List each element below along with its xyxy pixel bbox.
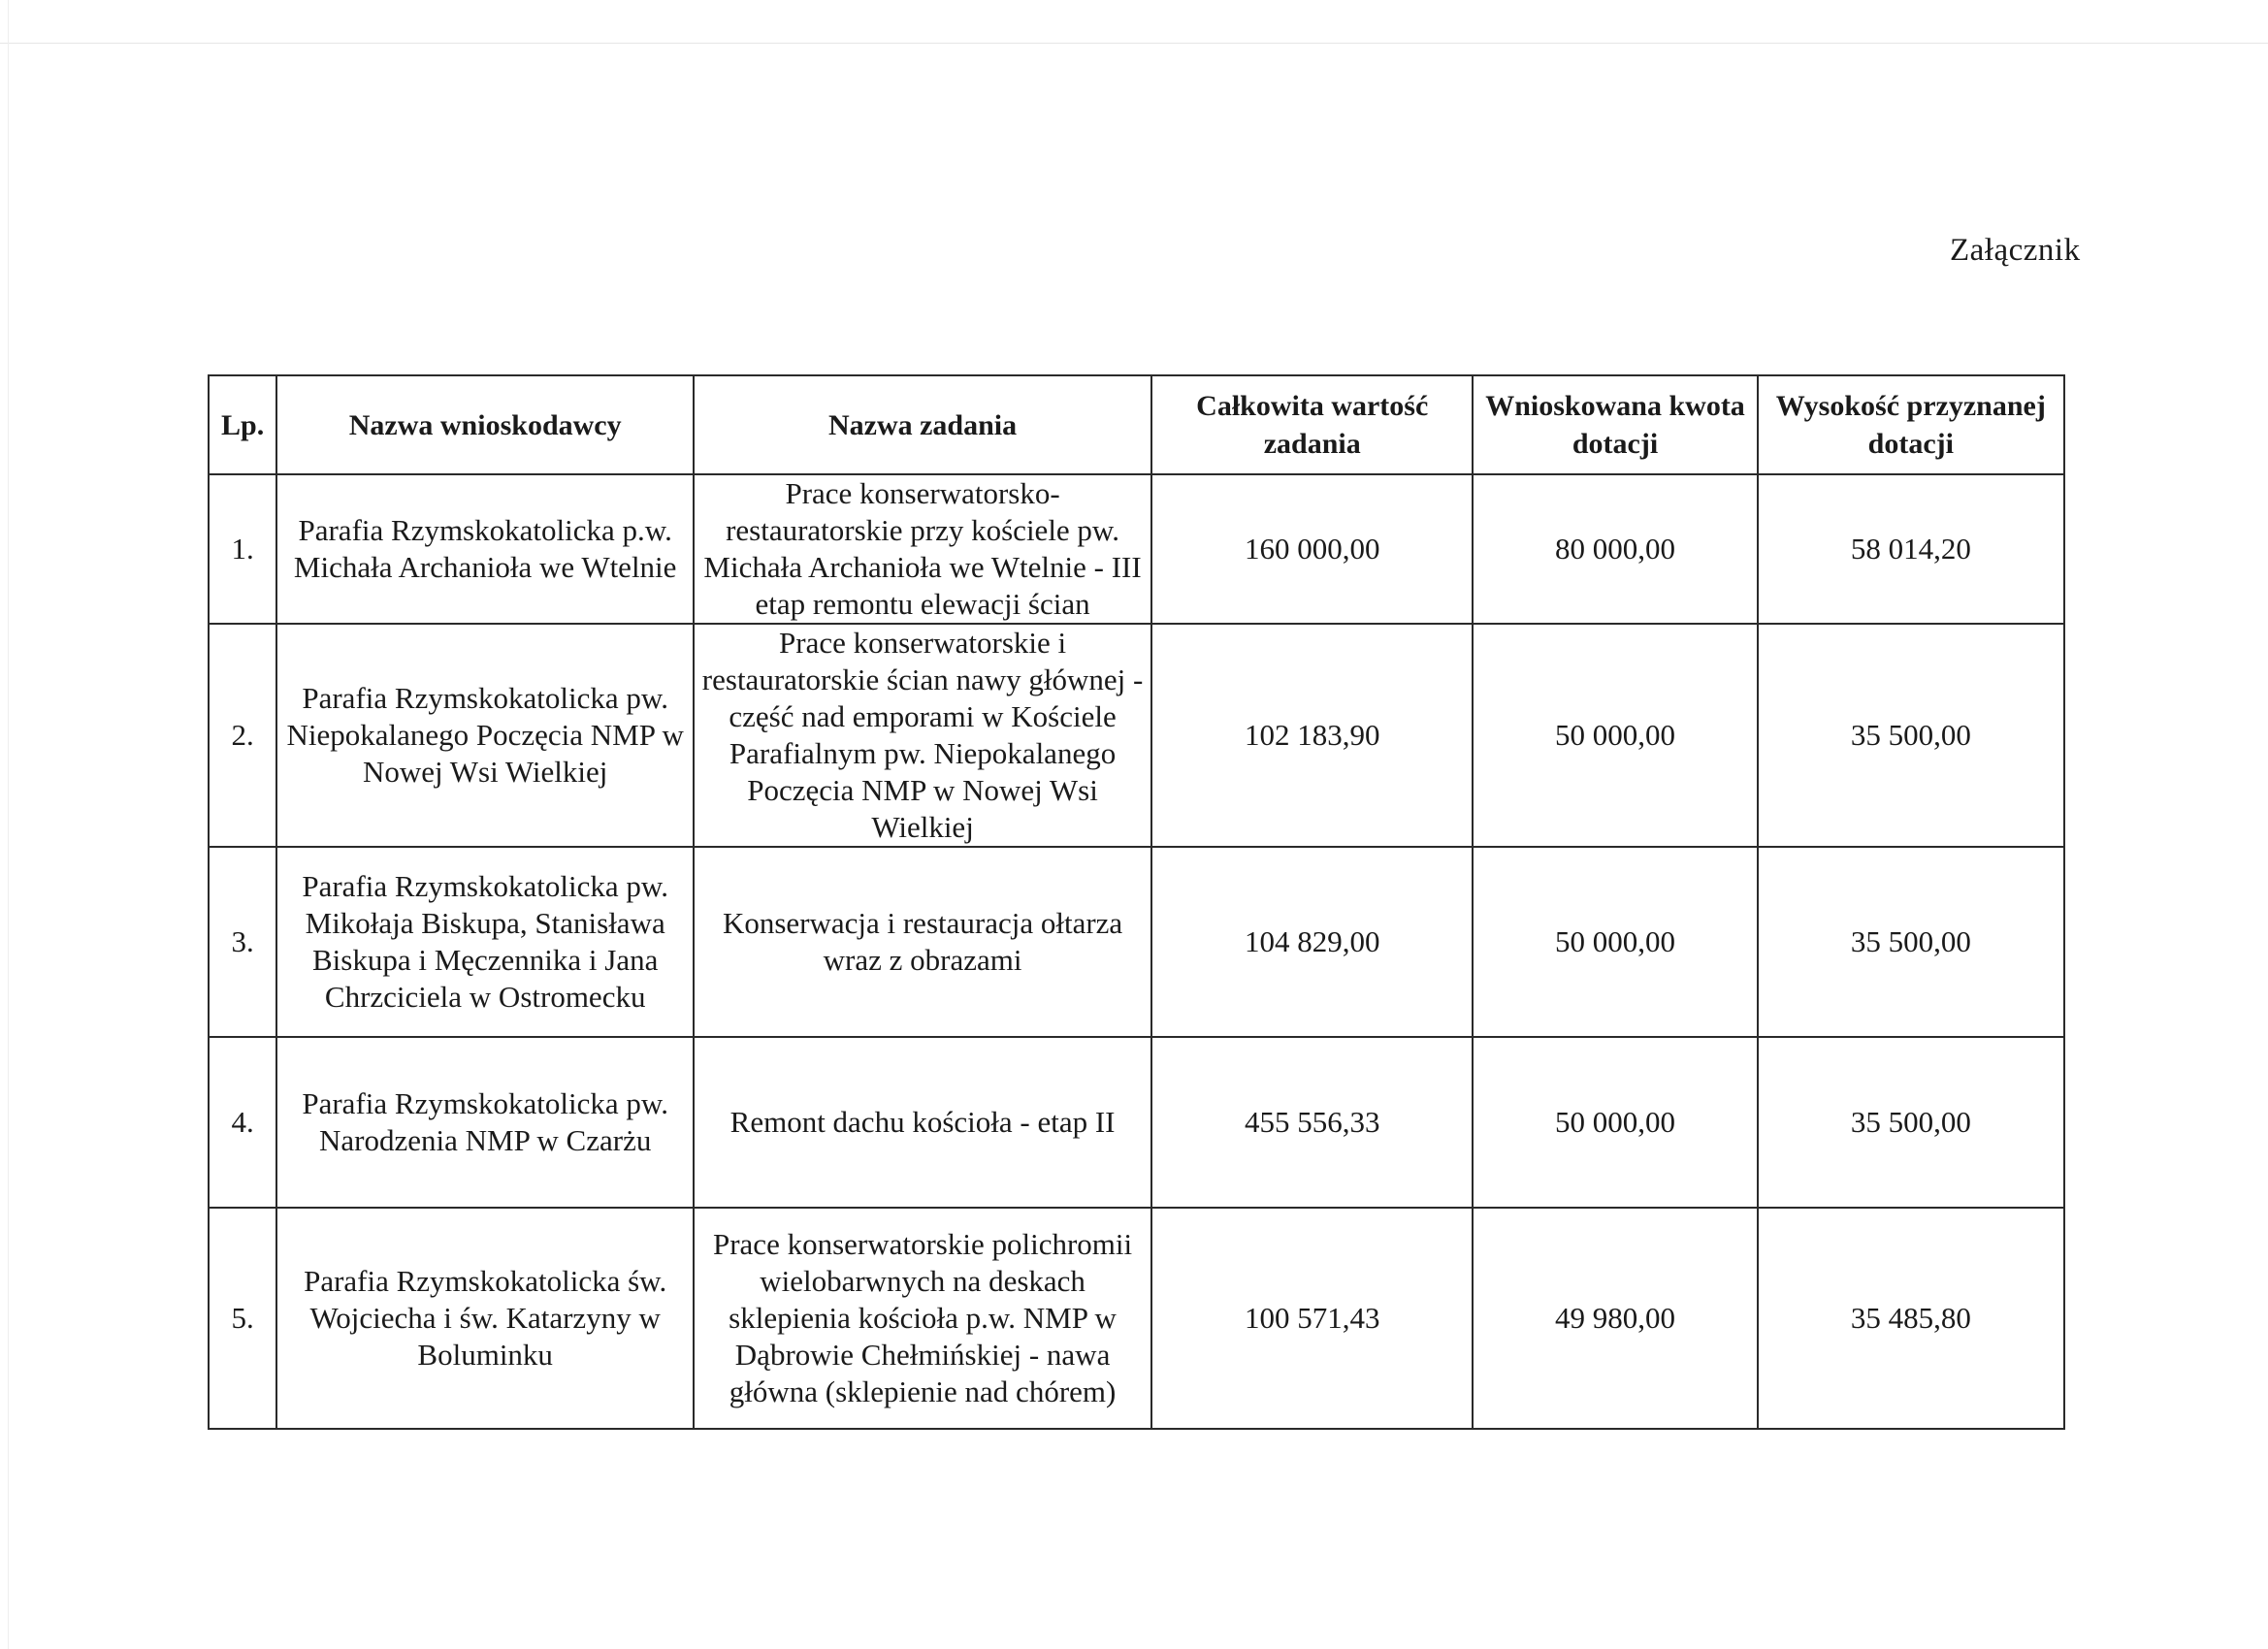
grants-table (208, 374, 2065, 1430)
cell-total-value: 104 829,00 (1151, 847, 1473, 1037)
cell-requested: 50 000,00 (1473, 1037, 1757, 1208)
cell-task: Prace konserwatorskie i restauratorskie ścian nawy głównej - część nad emporami w Kościele Parafialnym pw. Niepokalanego Poczęcia NMP w Nowej Wsi Wielkiej (694, 624, 1151, 847)
scan-edge-left (8, 0, 9, 1649)
cell-requested: 49 980,00 (1473, 1208, 1757, 1429)
table-row (209, 847, 2064, 1037)
table-header-row (209, 375, 2064, 474)
cell-granted: 35 500,00 (1758, 1037, 2064, 1208)
cell-lp: 1. (209, 474, 276, 624)
header-requested: Wnioskowana kwota dotacji (1473, 375, 1757, 474)
cell-applicant: Parafia Rzymskokatolicka pw. Narodzenia NMP w Czarżu (276, 1037, 694, 1208)
header-granted: Wysokość przyznanej dotacji (1758, 375, 2064, 474)
cell-granted: 58 014,20 (1758, 474, 2064, 624)
cell-total-value: 455 556,33 (1151, 1037, 1473, 1208)
cell-task: Prace konserwatorsko-restauratorskie przy kościele pw. Michała Archanioła we Wtelnie - III etap remontu elewacji ścian (694, 474, 1151, 624)
header-task: Nazwa zadania (694, 375, 1151, 474)
cell-applicant: Parafia Rzymskokatolicka pw. Niepokalanego Poczęcia NMP w Nowej Wsi Wielkiej (276, 624, 694, 847)
cell-total-value: 102 183,90 (1151, 624, 1473, 847)
cell-applicant: Parafia Rzymskokatolicka pw. Mikołaja Biskupa, Stanisława Biskupa i Męczennika i Jana Chrzciciela w Ostromecku (276, 847, 694, 1037)
cell-applicant: Parafia Rzymskokatolicka św. Wojciecha i św. Katarzyny w Boluminku (276, 1208, 694, 1429)
cell-applicant: Parafia Rzymskokatolicka p.w. Michała Archanioła we Wtelnie (276, 474, 694, 624)
cell-task: Konserwacja i restauracja ołtarza wraz z obrazami (694, 847, 1151, 1037)
header-applicant: Nazwa wnioskodawcy (276, 375, 694, 474)
cell-task: Remont dachu kościoła - etap II (694, 1037, 1151, 1208)
cell-requested: 50 000,00 (1473, 624, 1757, 847)
cell-requested: 50 000,00 (1473, 847, 1757, 1037)
table-row (209, 624, 2064, 847)
cell-lp: 3. (209, 847, 276, 1037)
cell-granted: 35 500,00 (1758, 847, 2064, 1037)
table-row (209, 474, 2064, 624)
cell-lp: 5. (209, 1208, 276, 1429)
scan-edge-top (0, 43, 2268, 44)
cell-requested: 80 000,00 (1473, 474, 1757, 624)
cell-lp: 4. (209, 1037, 276, 1208)
cell-granted: 35 485,80 (1758, 1208, 2064, 1429)
cell-granted: 35 500,00 (1758, 624, 2064, 847)
table-row (209, 1037, 2064, 1208)
header-lp: Lp. (209, 375, 276, 474)
table-row (209, 1208, 2064, 1429)
cell-total-value: 160 000,00 (1151, 474, 1473, 624)
annex-label: Załącznik (1950, 233, 2081, 268)
header-total-value: Całkowita wartość zadania (1151, 375, 1473, 474)
cell-task: Prace konserwatorskie polichromii wielobarwnych na deskach sklepienia kościoła p.w. NMP w Dąbrowie Chełmińskiej - nawa główna (sklepienie nad chórem) (694, 1208, 1151, 1429)
cell-total-value: 100 571,43 (1151, 1208, 1473, 1429)
cell-lp: 2. (209, 624, 276, 847)
